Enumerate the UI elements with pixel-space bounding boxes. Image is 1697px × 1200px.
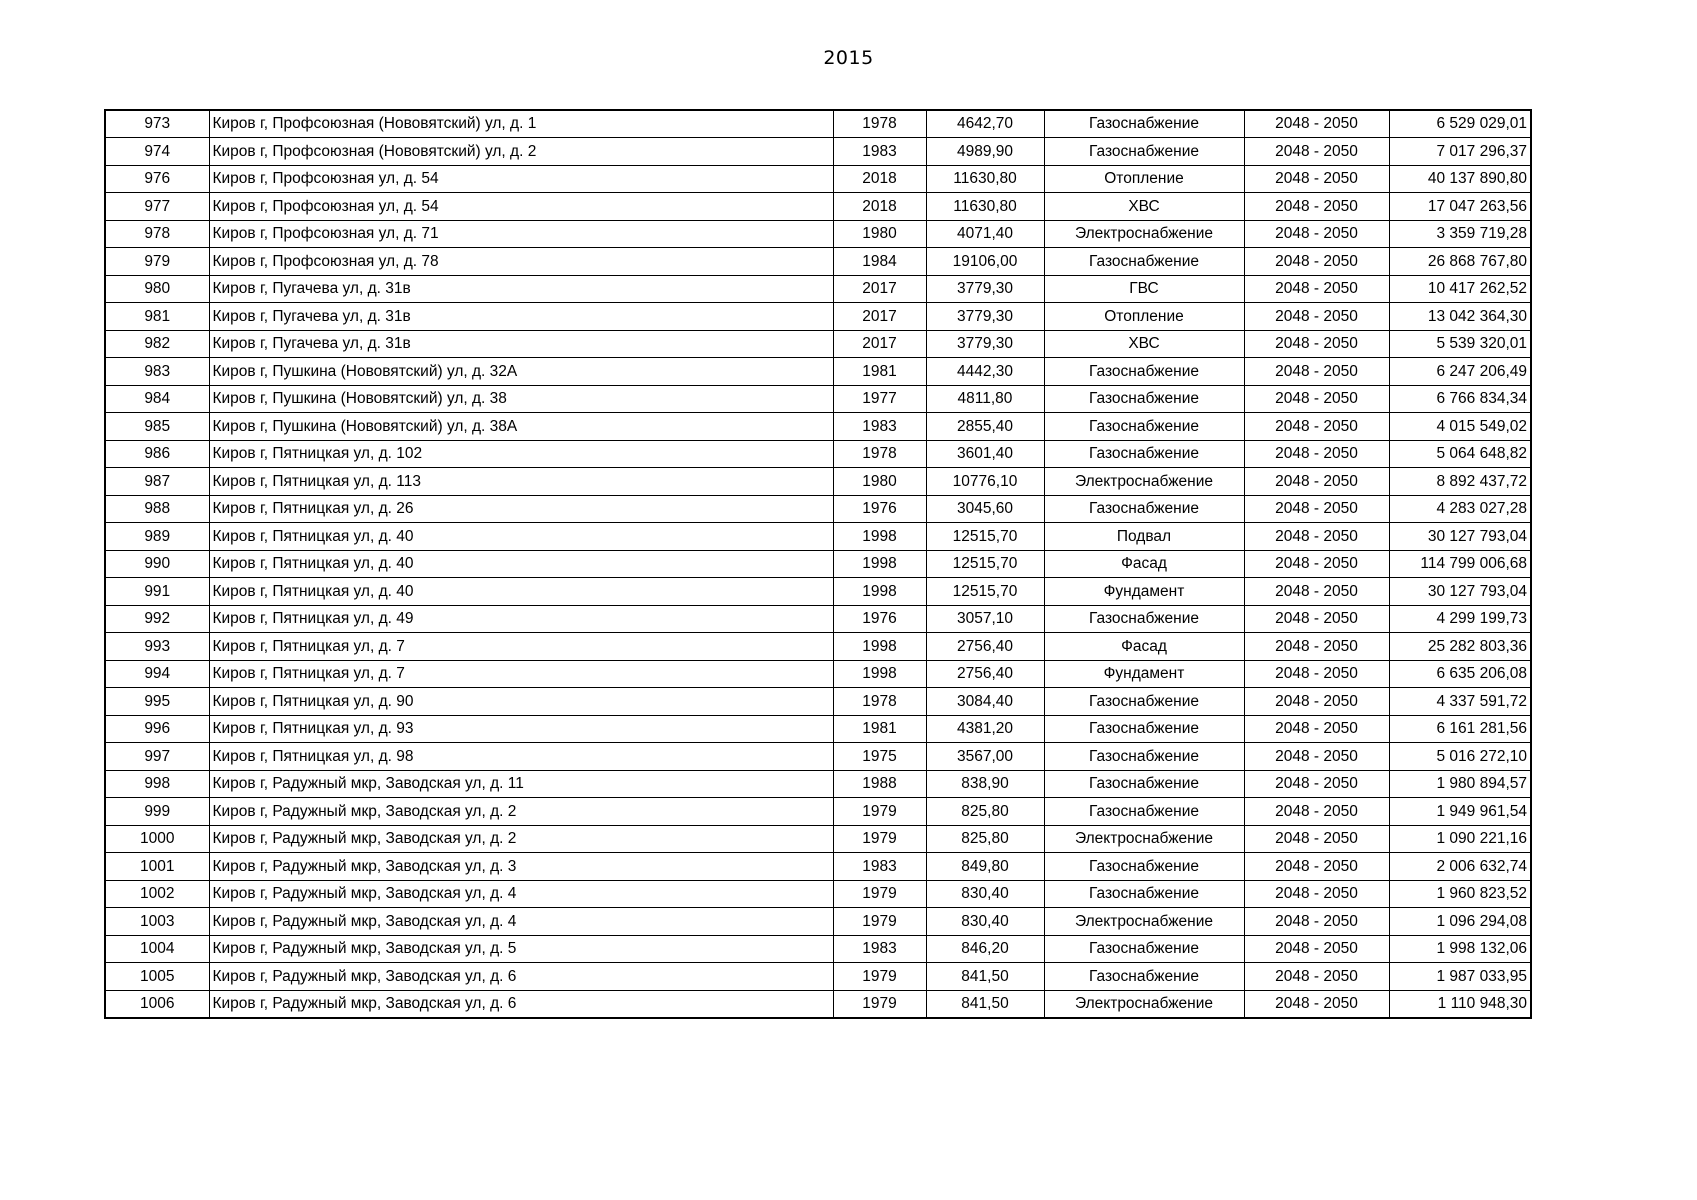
cell-cost: 40 137 890,80 [1389,165,1531,193]
table-row [105,743,1531,771]
cell-address: Киров г, Профсоюзная ул, д. 71 [209,220,833,248]
cell-period: 2048 - 2050 [1244,770,1389,798]
cell-work-type: Фундамент [1044,578,1244,606]
cell-address: Киров г, Пугачева ул, д. 31в [209,303,833,331]
cell-period: 2048 - 2050 [1244,303,1389,331]
cell-cost: 4 283 027,28 [1389,495,1531,523]
cell-address: Киров г, Радужный мкр, Заводская ул, д. 6 [209,990,833,1018]
cell-work-type: Газоснабжение [1044,248,1244,276]
cell-build-year: 1998 [833,550,926,578]
cell-period: 2048 - 2050 [1244,275,1389,303]
cell-area: 11630,80 [926,165,1044,193]
cell-row-number: 997 [105,743,209,771]
cell-area: 3601,40 [926,440,1044,468]
cell-build-year: 2018 [833,165,926,193]
cell-address: Киров г, Пугачева ул, д. 31в [209,330,833,358]
cell-area: 4071,40 [926,220,1044,248]
cell-cost: 1 960 823,52 [1389,880,1531,908]
cell-address: Киров г, Профсоюзная (Нововятский) ул, д. 2 [209,138,833,166]
page-number: 2015 [823,47,874,69]
table-row [105,688,1531,716]
cell-row-number: 979 [105,248,209,276]
cell-row-number: 1006 [105,990,209,1018]
cell-row-number: 981 [105,303,209,331]
cell-build-year: 1980 [833,468,926,496]
table-row [105,110,1531,138]
cell-cost: 6 635 206,08 [1389,660,1531,688]
cell-build-year: 1976 [833,605,926,633]
cell-address: Киров г, Пятницкая ул, д. 90 [209,688,833,716]
cell-address: Киров г, Пятницкая ул, д. 102 [209,440,833,468]
cell-area: 3779,30 [926,303,1044,331]
table-row [105,358,1531,386]
table-row [105,770,1531,798]
cell-area: 4811,80 [926,385,1044,413]
table-row [105,385,1531,413]
cell-area: 2855,40 [926,413,1044,441]
table-body [105,110,1531,1018]
cell-row-number: 982 [105,330,209,358]
cell-build-year: 1978 [833,440,926,468]
cell-cost: 1 998 132,06 [1389,935,1531,963]
cell-period: 2048 - 2050 [1244,798,1389,826]
table-row [105,275,1531,303]
cell-row-number: 1002 [105,880,209,908]
cell-build-year: 1975 [833,743,926,771]
cell-area: 846,20 [926,935,1044,963]
cell-work-type: Электроснабжение [1044,825,1244,853]
cell-row-number: 977 [105,193,209,221]
table-row [105,248,1531,276]
cell-row-number: 992 [105,605,209,633]
table-row [105,165,1531,193]
cell-area: 4442,30 [926,358,1044,386]
cell-address: Киров г, Радужный мкр, Заводская ул, д. 11 [209,770,833,798]
cell-area: 849,80 [926,853,1044,881]
cell-address: Киров г, Радужный мкр, Заводская ул, д. 4 [209,880,833,908]
cell-build-year: 2017 [833,275,926,303]
cell-address: Киров г, Пушкина (Нововятский) ул, д. 38 [209,385,833,413]
cell-cost: 1 980 894,57 [1389,770,1531,798]
cell-period: 2048 - 2050 [1244,688,1389,716]
table-row [105,220,1531,248]
cell-cost: 13 042 364,30 [1389,303,1531,331]
cell-work-type: Газоснабжение [1044,358,1244,386]
cell-cost: 6 529 029,01 [1389,110,1531,138]
cell-work-type: Газоснабжение [1044,413,1244,441]
cell-period: 2048 - 2050 [1244,633,1389,661]
cell-address: Киров г, Пятницкая ул, д. 26 [209,495,833,523]
cell-period: 2048 - 2050 [1244,990,1389,1018]
cell-work-type: ХВС [1044,193,1244,221]
cell-cost: 6 247 206,49 [1389,358,1531,386]
cell-build-year: 1998 [833,523,926,551]
cell-build-year: 2017 [833,330,926,358]
cell-area: 841,50 [926,963,1044,991]
cell-work-type: ГВС [1044,275,1244,303]
cell-area: 841,50 [926,990,1044,1018]
cell-area: 12515,70 [926,523,1044,551]
cell-area: 3057,10 [926,605,1044,633]
cell-period: 2048 - 2050 [1244,165,1389,193]
cell-work-type: ХВС [1044,330,1244,358]
cell-build-year: 1998 [833,633,926,661]
cell-area: 3779,30 [926,275,1044,303]
table-row [105,605,1531,633]
cell-row-number: 1000 [105,825,209,853]
cell-row-number: 988 [105,495,209,523]
cell-cost: 1 987 033,95 [1389,963,1531,991]
cell-cost: 5 016 272,10 [1389,743,1531,771]
cell-row-number: 1001 [105,853,209,881]
table-row [105,440,1531,468]
cell-cost: 3 359 719,28 [1389,220,1531,248]
cell-address: Киров г, Пятницкая ул, д. 113 [209,468,833,496]
cell-build-year: 1983 [833,935,926,963]
cell-address: Киров г, Пятницкая ул, д. 98 [209,743,833,771]
cell-work-type: Газоснабжение [1044,963,1244,991]
cell-area: 3045,60 [926,495,1044,523]
cell-row-number: 986 [105,440,209,468]
cell-build-year: 1979 [833,825,926,853]
table-row [105,825,1531,853]
cell-cost: 8 892 437,72 [1389,468,1531,496]
cell-address: Киров г, Профсоюзная ул, д. 54 [209,193,833,221]
cell-address: Киров г, Пятницкая ул, д. 40 [209,523,833,551]
cell-cost: 7 017 296,37 [1389,138,1531,166]
cell-work-type: Отопление [1044,303,1244,331]
cell-build-year: 1979 [833,908,926,936]
table-row [105,908,1531,936]
cell-period: 2048 - 2050 [1244,963,1389,991]
table-row [105,715,1531,743]
cell-area: 838,90 [926,770,1044,798]
cell-cost: 5 539 320,01 [1389,330,1531,358]
cell-cost: 1 090 221,16 [1389,825,1531,853]
cell-work-type: Фасад [1044,550,1244,578]
cell-row-number: 980 [105,275,209,303]
cell-cost: 6 161 281,56 [1389,715,1531,743]
cell-row-number: 1005 [105,963,209,991]
cell-period: 2048 - 2050 [1244,880,1389,908]
cell-row-number: 1004 [105,935,209,963]
cell-build-year: 1979 [833,990,926,1018]
cell-build-year: 1998 [833,660,926,688]
cell-row-number: 990 [105,550,209,578]
cell-area: 2756,40 [926,660,1044,688]
cell-row-number: 985 [105,413,209,441]
cell-build-year: 1983 [833,413,926,441]
table-row [105,193,1531,221]
cell-area: 3084,40 [926,688,1044,716]
cell-work-type: Газоснабжение [1044,385,1244,413]
cell-address: Киров г, Пугачева ул, д. 31в [209,275,833,303]
cell-build-year: 1981 [833,715,926,743]
cell-area: 11630,80 [926,193,1044,221]
cell-row-number: 984 [105,385,209,413]
cell-row-number: 987 [105,468,209,496]
cell-area: 12515,70 [926,550,1044,578]
cell-work-type: Газоснабжение [1044,110,1244,138]
cell-work-type: Электроснабжение [1044,220,1244,248]
cell-cost: 2 006 632,74 [1389,853,1531,881]
table-row [105,413,1531,441]
cell-work-type: Фундамент [1044,660,1244,688]
cell-cost: 114 799 006,68 [1389,550,1531,578]
cell-period: 2048 - 2050 [1244,138,1389,166]
cell-area: 4989,90 [926,138,1044,166]
cell-work-type: Газоснабжение [1044,138,1244,166]
cell-row-number: 974 [105,138,209,166]
cell-address: Киров г, Пушкина (Нововятский) ул, д. 38А [209,413,833,441]
cell-address: Киров г, Пятницкая ул, д. 49 [209,605,833,633]
cell-area: 10776,10 [926,468,1044,496]
cell-period: 2048 - 2050 [1244,413,1389,441]
table-row [105,468,1531,496]
table-row [105,963,1531,991]
cell-cost: 5 064 648,82 [1389,440,1531,468]
cell-build-year: 1983 [833,138,926,166]
cell-area: 3567,00 [926,743,1044,771]
cell-period: 2048 - 2050 [1244,825,1389,853]
cell-cost: 30 127 793,04 [1389,578,1531,606]
cell-address: Киров г, Пятницкая ул, д. 93 [209,715,833,743]
cell-row-number: 1003 [105,908,209,936]
cell-cost: 4 299 199,73 [1389,605,1531,633]
cell-cost: 1 949 961,54 [1389,798,1531,826]
cell-work-type: Электроснабжение [1044,908,1244,936]
cell-address: Киров г, Профсоюзная ул, д. 78 [209,248,833,276]
cell-period: 2048 - 2050 [1244,468,1389,496]
cell-build-year: 1981 [833,358,926,386]
cell-address: Киров г, Пушкина (Нововятский) ул, д. 32А [209,358,833,386]
cell-cost: 25 282 803,36 [1389,633,1531,661]
cell-address: Киров г, Пятницкая ул, д. 7 [209,660,833,688]
cell-row-number: 994 [105,660,209,688]
table-row [105,633,1531,661]
cell-work-type: Фасад [1044,633,1244,661]
cell-period: 2048 - 2050 [1244,743,1389,771]
cell-cost: 17 047 263,56 [1389,193,1531,221]
cell-period: 2048 - 2050 [1244,523,1389,551]
table-row [105,303,1531,331]
cell-area: 3779,30 [926,330,1044,358]
cell-period: 2048 - 2050 [1244,220,1389,248]
cell-row-number: 993 [105,633,209,661]
table-row [105,523,1531,551]
cell-period: 2048 - 2050 [1244,330,1389,358]
cell-cost: 6 766 834,34 [1389,385,1531,413]
cell-address: Киров г, Радужный мкр, Заводская ул, д. 5 [209,935,833,963]
cell-row-number: 978 [105,220,209,248]
cell-work-type: Газоснабжение [1044,770,1244,798]
cell-build-year: 1978 [833,688,926,716]
cell-period: 2048 - 2050 [1244,248,1389,276]
cell-period: 2048 - 2050 [1244,908,1389,936]
cell-build-year: 1998 [833,578,926,606]
table-row [105,853,1531,881]
cell-row-number: 989 [105,523,209,551]
table-row [105,990,1531,1018]
table-row [105,578,1531,606]
cell-period: 2048 - 2050 [1244,715,1389,743]
cell-period: 2048 - 2050 [1244,110,1389,138]
cell-address: Киров г, Пятницкая ул, д. 7 [209,633,833,661]
cell-build-year: 1977 [833,385,926,413]
cell-row-number: 976 [105,165,209,193]
cell-work-type: Газоснабжение [1044,935,1244,963]
table-row [105,660,1531,688]
cell-area: 4381,20 [926,715,1044,743]
cell-row-number: 991 [105,578,209,606]
cell-row-number: 996 [105,715,209,743]
cell-cost: 1 096 294,08 [1389,908,1531,936]
cell-work-type: Газоснабжение [1044,440,1244,468]
cell-row-number: 973 [105,110,209,138]
cell-build-year: 1979 [833,798,926,826]
cell-work-type: Отопление [1044,165,1244,193]
cell-work-type: Подвал [1044,523,1244,551]
cell-cost: 26 868 767,80 [1389,248,1531,276]
cell-address: Киров г, Радужный мкр, Заводская ул, д. 2 [209,798,833,826]
cell-area: 825,80 [926,798,1044,826]
cell-build-year: 1988 [833,770,926,798]
cell-address: Киров г, Пятницкая ул, д. 40 [209,550,833,578]
cell-area: 4642,70 [926,110,1044,138]
cell-address: Киров г, Профсоюзная (Нововятский) ул, д. 1 [209,110,833,138]
cell-row-number: 999 [105,798,209,826]
cell-period: 2048 - 2050 [1244,358,1389,386]
cell-work-type: Газоснабжение [1044,605,1244,633]
cell-work-type: Газоснабжение [1044,880,1244,908]
cell-area: 825,80 [926,825,1044,853]
cell-area: 12515,70 [926,578,1044,606]
cell-period: 2048 - 2050 [1244,550,1389,578]
cell-work-type: Газоснабжение [1044,715,1244,743]
cell-row-number: 983 [105,358,209,386]
cell-build-year: 2017 [833,303,926,331]
cell-period: 2048 - 2050 [1244,193,1389,221]
cell-work-type: Электроснабжение [1044,990,1244,1018]
cell-address: Киров г, Радужный мкр, Заводская ул, д. 2 [209,825,833,853]
repair-schedule-table [104,109,1532,1019]
cell-cost: 30 127 793,04 [1389,523,1531,551]
cell-build-year: 1978 [833,110,926,138]
cell-area: 19106,00 [926,248,1044,276]
cell-row-number: 995 [105,688,209,716]
table-row [105,330,1531,358]
cell-cost: 4 337 591,72 [1389,688,1531,716]
cell-address: Киров г, Пятницкая ул, д. 40 [209,578,833,606]
cell-period: 2048 - 2050 [1244,385,1389,413]
cell-row-number: 998 [105,770,209,798]
cell-period: 2048 - 2050 [1244,853,1389,881]
cell-work-type: Электроснабжение [1044,468,1244,496]
cell-period: 2048 - 2050 [1244,605,1389,633]
cell-cost: 1 110 948,30 [1389,990,1531,1018]
cell-period: 2048 - 2050 [1244,935,1389,963]
cell-build-year: 1979 [833,963,926,991]
cell-build-year: 1979 [833,880,926,908]
cell-work-type: Газоснабжение [1044,853,1244,881]
cell-address: Киров г, Профсоюзная ул, д. 54 [209,165,833,193]
cell-work-type: Газоснабжение [1044,798,1244,826]
cell-cost: 10 417 262,52 [1389,275,1531,303]
cell-build-year: 1980 [833,220,926,248]
table-row [105,880,1531,908]
table-row [105,138,1531,166]
table-row [105,935,1531,963]
cell-build-year: 1976 [833,495,926,523]
table-row [105,798,1531,826]
cell-period: 2048 - 2050 [1244,578,1389,606]
cell-work-type: Газоснабжение [1044,688,1244,716]
cell-work-type: Газоснабжение [1044,743,1244,771]
cell-period: 2048 - 2050 [1244,440,1389,468]
cell-address: Киров г, Радужный мкр, Заводская ул, д. 6 [209,963,833,991]
cell-area: 830,40 [926,908,1044,936]
cell-area: 2756,40 [926,633,1044,661]
cell-address: Киров г, Радужный мкр, Заводская ул, д. 3 [209,853,833,881]
cell-work-type: Газоснабжение [1044,495,1244,523]
cell-area: 830,40 [926,880,1044,908]
cell-build-year: 1983 [833,853,926,881]
table-row [105,550,1531,578]
table-row [105,495,1531,523]
cell-period: 2048 - 2050 [1244,660,1389,688]
cell-period: 2048 - 2050 [1244,495,1389,523]
cell-cost: 4 015 549,02 [1389,413,1531,441]
cell-build-year: 2018 [833,193,926,221]
cell-address: Киров г, Радужный мкр, Заводская ул, д. 4 [209,908,833,936]
cell-build-year: 1984 [833,248,926,276]
